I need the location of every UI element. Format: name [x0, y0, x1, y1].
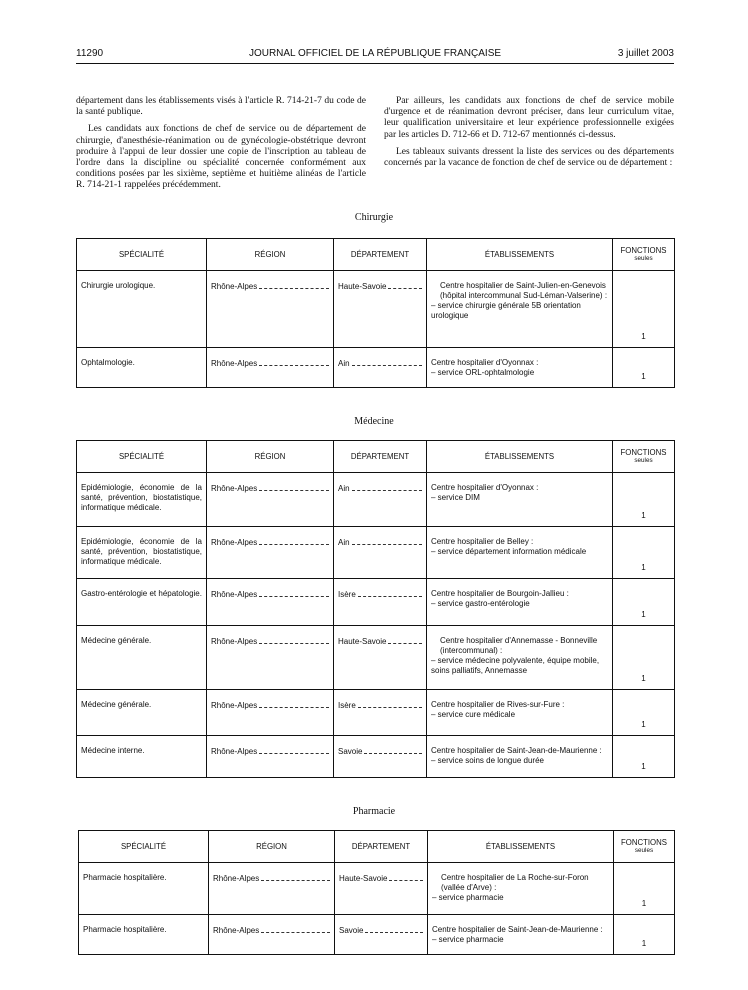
col-etablissements: ÉTABLISSEMENTS [427, 441, 613, 473]
cell-specialite: Epidémiologie, économie de la santé, prévention, biostatistique, informatique médicale. [77, 473, 207, 527]
cell-etablissement: Centre hospitalier d'Annemasse - Bonneville (intercommunal) : – service médecine polyvalente, équipe mobile, soins palliatifs, Annemasse [427, 626, 613, 690]
col-departement: DÉPARTEMENT [335, 831, 428, 863]
section-title-medecine: Médecine [354, 416, 394, 427]
intro-paragraph: Les tableaux suivants dressent la liste des services ou des départements concernés par la vacance de fonction de chef de service ou de département : [384, 146, 674, 169]
cell-departement: Ain [334, 527, 427, 579]
col-etablissements: ÉTABLISSEMENTS [428, 831, 614, 863]
cell-fonctions: 1 [613, 690, 675, 736]
col-fonctions-sub: seules [634, 254, 653, 262]
cell-specialite: Epidémiologie, économie de la santé, prévention, biostatistique, informatique médicale. [77, 527, 207, 579]
col-fonctions [613, 441, 675, 473]
intro-right-column [384, 96, 674, 175]
table-row [77, 736, 675, 778]
col-region: RÉGION [209, 831, 335, 863]
section-title-chirurgie: Chirurgie [354, 212, 394, 223]
cell-fonctions: 1 [613, 579, 675, 626]
cell-departement: Ain [334, 348, 427, 388]
cell-departement: Haute-Savoie [334, 626, 427, 690]
col-specialite: SPÉCIALITÉ [77, 441, 207, 473]
cell-region: Rhône-Alpes [207, 527, 334, 579]
cell-departement: Haute-Savoie [335, 863, 428, 915]
col-etablissements: ÉTABLISSEMENTS [427, 239, 613, 271]
page-number: 11290 [76, 48, 104, 59]
table-row [77, 271, 675, 348]
cell-specialite: Médecine interne. [77, 736, 207, 778]
cell-region: Rhône-Alpes [207, 473, 334, 527]
table-row [79, 915, 675, 955]
col-specialite: SPÉCIALITÉ [77, 239, 207, 271]
cell-etablissement: Centre hospitalier d'Oyonnax : – service DIM [427, 473, 613, 527]
cell-fonctions: 1 [613, 348, 675, 388]
cell-region: Rhône-Alpes [207, 579, 334, 626]
cell-etablissement: Centre hospitalier de Saint-Julien-en-Genevois (hôpital intercommunal Sud-Léman-Valserine) : – service chirurgie générale 5B orientation urologique [427, 271, 613, 348]
intro-paragraph: Les candidats aux fonctions de chef de service ou de département de chirurgie, d'anesthésie-réanimation ou de gynécologie-obstétrique devront produire à l'appui de leur dossier une copie de l'inscription au tableau de l'ordre dans la discipline ou spécialité concernée conformément aux conditions posées par les sixième, septième et huitième alinéas de l'article R. 714-21-1 rappelées précédemment. [76, 124, 366, 191]
col-departement: DÉPARTEMENT [334, 441, 427, 473]
cell-specialite: Médecine générale. [77, 626, 207, 690]
cell-departement: Isère [334, 690, 427, 736]
col-region: RÉGION [207, 441, 334, 473]
journal-title: JOURNAL OFFICIEL DE LA RÉPUBLIQUE FRANÇAISE [248, 48, 502, 59]
cell-fonctions: 1 [613, 271, 675, 348]
section-title-pharmacie: Pharmacie [352, 806, 396, 817]
table-row [77, 579, 675, 626]
cell-departement: Savoie [335, 915, 428, 955]
cell-fonctions: 1 [613, 473, 675, 527]
cell-specialite: Pharmacie hospitalière. [79, 863, 209, 915]
table-row [77, 527, 675, 579]
header-rule [76, 63, 674, 64]
col-fonctions [613, 239, 675, 271]
cell-departement: Haute-Savoie [334, 271, 427, 348]
page-header [76, 48, 674, 62]
cell-departement: Isère [334, 579, 427, 626]
intro-paragraph: département dans les établissements visés à l'article R. 714-21-7 du code de la santé publique. [76, 96, 366, 118]
cell-fonctions: 1 [613, 527, 675, 579]
cell-departement: Ain [334, 473, 427, 527]
cell-fonctions: 1 [613, 626, 675, 690]
cell-fonctions: 1 [613, 736, 675, 778]
cell-region: Rhône-Alpes [207, 271, 334, 348]
cell-etablissement: Centre hospitalier de Belley : – service département information médicale [427, 527, 613, 579]
cell-specialite: Chirurgie urologique. [77, 271, 207, 348]
table-medecine [76, 440, 675, 778]
table-header-row [77, 239, 675, 271]
cell-etablissement: Centre hospitalier de Rives-sur-Fure : – service cure médicale [427, 690, 613, 736]
table-row [77, 690, 675, 736]
col-region: RÉGION [207, 239, 334, 271]
cell-region: Rhône-Alpes [207, 626, 334, 690]
cell-region: Rhône-Alpes [209, 915, 335, 955]
cell-fonctions: 1 [614, 915, 675, 955]
cell-specialite: Médecine générale. [77, 690, 207, 736]
col-fonctions-label: FONCTIONS [620, 447, 667, 457]
col-fonctions-label: FONCTIONS [620, 245, 667, 255]
cell-region: Rhône-Alpes [209, 863, 335, 915]
table-row [79, 863, 675, 915]
cell-region: Rhône-Alpes [207, 690, 334, 736]
cell-specialite: Gastro-entérologie et hépatologie. [77, 579, 207, 626]
cell-region: Rhône-Alpes [207, 736, 334, 778]
cell-departement: Savoie [334, 736, 427, 778]
cell-specialite: Pharmacie hospitalière. [79, 915, 209, 955]
table-header-row [79, 831, 675, 863]
col-specialite: SPÉCIALITÉ [79, 831, 209, 863]
cell-etablissement: Centre hospitalier de Saint-Jean-de-Maurienne : – service soins de longue durée [427, 736, 613, 778]
table-row [77, 348, 675, 388]
cell-etablissement: Centre hospitalier de La Roche-sur-Foron (vallée d'Arve) : – service pharmacie [428, 863, 614, 915]
col-fonctions-sub: seules [634, 846, 654, 854]
intro-paragraph: Par ailleurs, les candidats aux fonctions de chef de service mobile d'urgence et de réanimation devront préciser, dans leur curriculum vitae, leur qualification universitaire et leur expérience professionnelle exigées par les articles D. 712-66 et D. 712-67 mentionnés ci-dessus. [384, 96, 674, 140]
col-fonctions-label: FONCTIONS [621, 837, 667, 847]
cell-fonctions: 1 [614, 863, 675, 915]
cell-etablissement: Centre hospitalier de Saint-Jean-de-Maurienne : – service pharmacie [428, 915, 614, 955]
cell-etablissement: Centre hospitalier de Bourgoin-Jallieu : – service gastro-entérologie [427, 579, 613, 626]
cell-etablissement: Centre hospitalier d'Oyonnax : – service ORL-ophtalmologie [427, 348, 613, 388]
col-departement: DÉPARTEMENT [334, 239, 427, 271]
col-fonctions [614, 831, 675, 863]
table-chirurgie [76, 238, 675, 388]
publication-date: 3 juillet 2003 [617, 48, 674, 59]
table-pharmacie [78, 830, 675, 955]
intro-left-column [76, 96, 366, 198]
col-fonctions-sub: seules [634, 456, 653, 464]
table-row [77, 473, 675, 527]
cell-specialite: Ophtalmologie. [77, 348, 207, 388]
table-header-row [77, 441, 675, 473]
table-row [77, 626, 675, 690]
cell-region: Rhône-Alpes [207, 348, 334, 388]
